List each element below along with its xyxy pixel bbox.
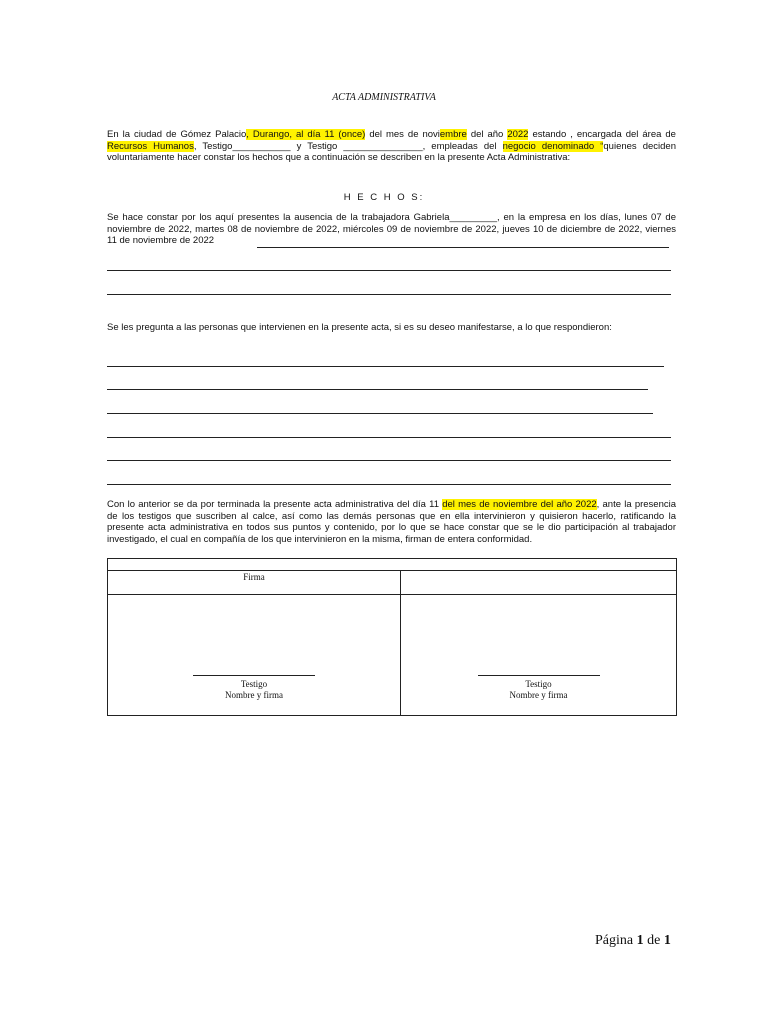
blank-line — [107, 294, 671, 295]
witness-right-cell — [401, 595, 677, 716]
intro-highlight-5: negocio denominado “ — [502, 140, 604, 152]
intro-text-6: quienes deciden voluntariamente hacer constar los hechos que a continuación se describen en la presente Acta Administrativa: — [107, 140, 676, 163]
hechos-heading: H E C H O S: — [343, 192, 425, 203]
witness-right-signature-line — [478, 675, 600, 676]
intro-paragraph — [107, 129, 676, 164]
page-number-prefix: Página — [595, 933, 637, 948]
witness-left-cell — [108, 595, 401, 716]
response-line — [107, 460, 671, 461]
closing-text-2: , ante la presencia de los testigos que suscriben al calce, así como las demás personas que en ella intervinieron y quisieron hacerlo, ratificando la presente acta administrativa en todos sus puntos y contenido, por lo que se hace constar que se le dio participación al trabajador investigado, el cual en compañía de los que intervinieron en la misma, firman de entera conformidad. — [107, 499, 677, 545]
response-line — [107, 484, 671, 485]
question-text: Se les pregunta a las personas que intervienen en la presente acta, si es su deseo manifestarse, a lo que respondieron: — [107, 322, 612, 333]
intro-highlight-4: Recursos Humanos — [107, 140, 194, 152]
witness-right-label — [401, 679, 676, 701]
intro-text-2: del mes de novi — [365, 129, 440, 140]
response-line — [107, 366, 664, 367]
witness-right-role: Testigo — [525, 679, 552, 689]
signature-table-header-row — [108, 571, 677, 595]
signature-table-top-cell — [108, 559, 677, 571]
witness-left-signature-line — [193, 675, 315, 676]
closing-paragraph — [107, 499, 676, 545]
witness-left-label — [108, 679, 400, 701]
signature-table-top-row — [108, 559, 677, 571]
signature-table — [107, 558, 677, 716]
closing-highlight: del mes de noviembre del año 2022 — [442, 499, 597, 510]
question-paragraph — [107, 322, 676, 334]
witness-left-role: Testigo — [240, 679, 268, 689]
document-title: ACTA ADMINISTRATIVA — [332, 92, 436, 103]
page-number-current: 1 — [636, 933, 644, 948]
facts-text: Se hace constar por los aquí presentes la ausencia de la trabajadora Gabriela_________, en la empresa en los días, lunes 07 de noviembre de 2022, martes 08 de noviembre de 2022, miércoles 09 de noviembre de 2022, jueves 10 de diciembre de 2022, viernes 11 de noviembre de 2022 — [107, 212, 676, 246]
facts-paragraph — [107, 212, 676, 247]
witness-left-caption: Nombre y firma — [225, 690, 283, 700]
page-number — [595, 933, 671, 949]
response-line — [107, 413, 653, 414]
witness-right-caption: Nombre y firma — [509, 690, 568, 700]
intro-text-5: , Testigo___________ y Testigo _______________, empleadas del — [193, 140, 503, 152]
intro-highlight-1: , Durango, al día 11 (once) — [246, 129, 366, 140]
intro-text-1: En la ciudad de Gómez Palacio — [107, 129, 247, 140]
closing-text-1: Con lo anterior se da por terminada la presente acta administrativa del día 11 — [107, 499, 443, 510]
intro-highlight-3: 2022 — [507, 129, 529, 140]
blank-line — [107, 270, 671, 271]
empty-header-cell — [401, 571, 677, 595]
facts-fill-line — [257, 247, 669, 248]
firma-header-cell — [108, 571, 401, 595]
page-number-separator: de — [643, 933, 664, 948]
intro-text-3: del año — [466, 129, 508, 140]
intro-highlight-2: embre — [439, 129, 467, 140]
page-number-total: 1 — [663, 933, 671, 948]
intro-text-4: estando , encargada del área de — [528, 129, 676, 140]
firma-label: Firma — [243, 572, 265, 582]
signature-row — [108, 595, 677, 716]
response-line — [107, 389, 648, 390]
response-line — [107, 437, 671, 438]
